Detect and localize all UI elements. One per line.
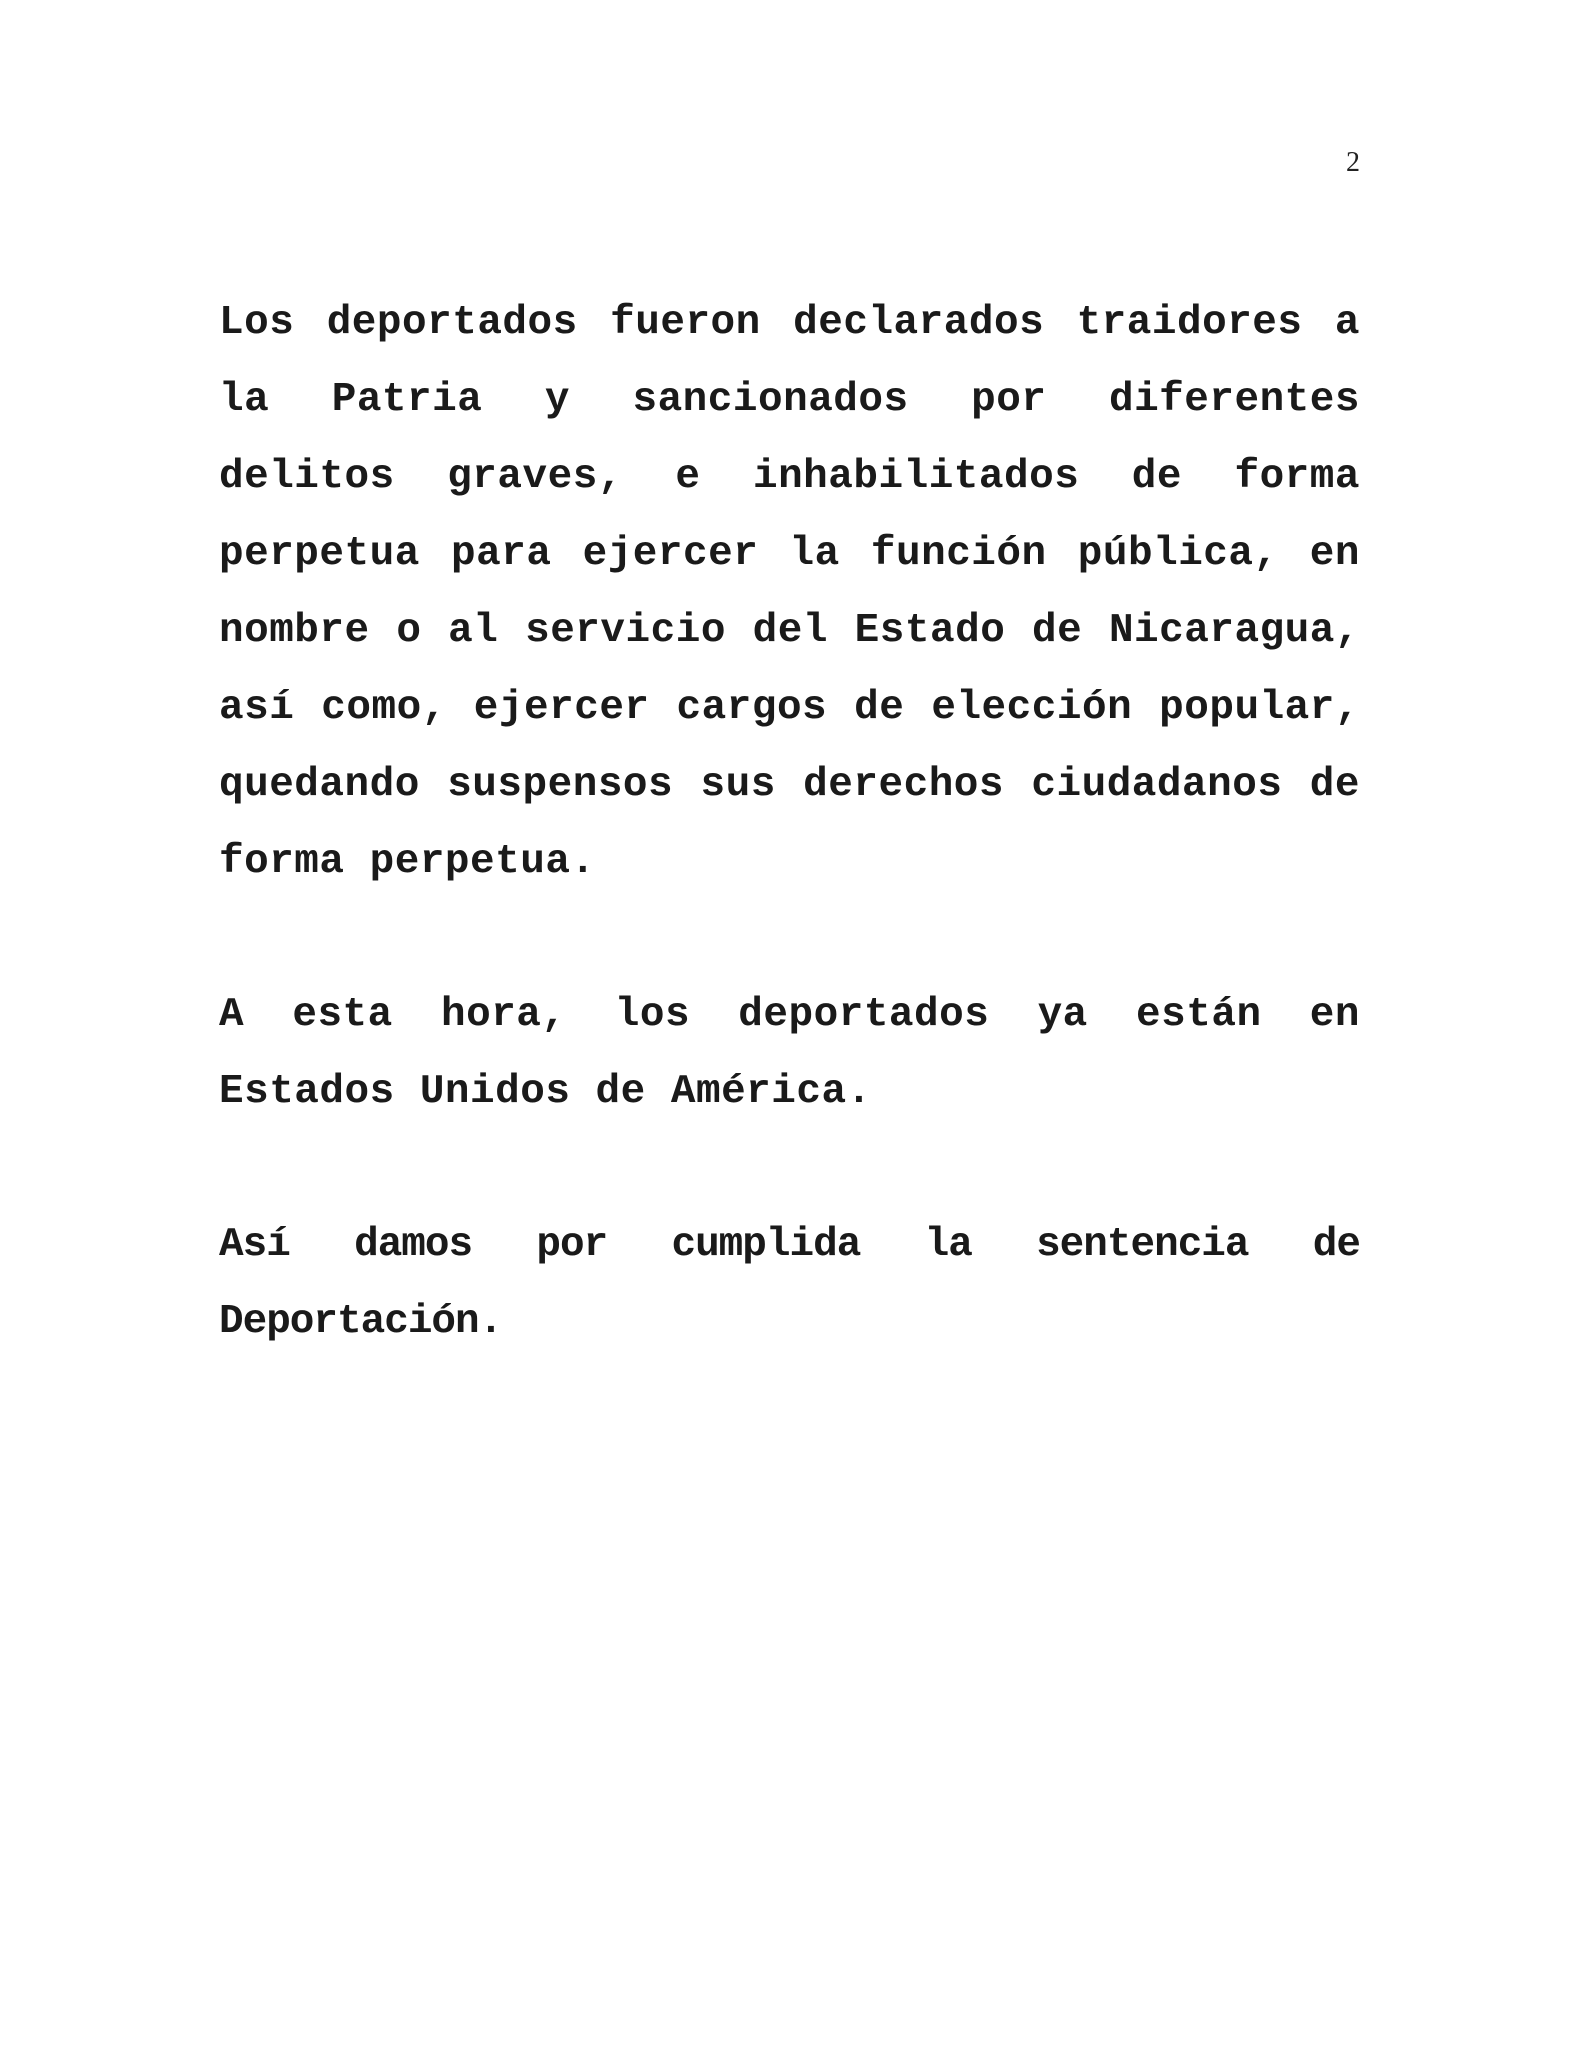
paragraph-deportados-declarados: Los deportados fueron declarados traidores a la Patria y sancionados por diferentes delitos graves, e inhabilitados de forma perpetua para ejercer la función pública, en nombre o al servicio del Estado de Nicaragua, así como, ejercer cargos de elección popular, quedando suspensos sus derechos ciudadanos de forma perpetua. xyxy=(219,300,1360,885)
paragraph-estados-unidos: A esta hora, los deportados ya están en Estados Unidos de América. xyxy=(219,992,1360,1115)
document-body xyxy=(219,285,1360,1361)
page-number: 2 xyxy=(1346,147,1360,178)
paragraph-sentencia-cumplida: Así damos por cumplida la sentencia de Deportación. xyxy=(219,1222,1360,1345)
